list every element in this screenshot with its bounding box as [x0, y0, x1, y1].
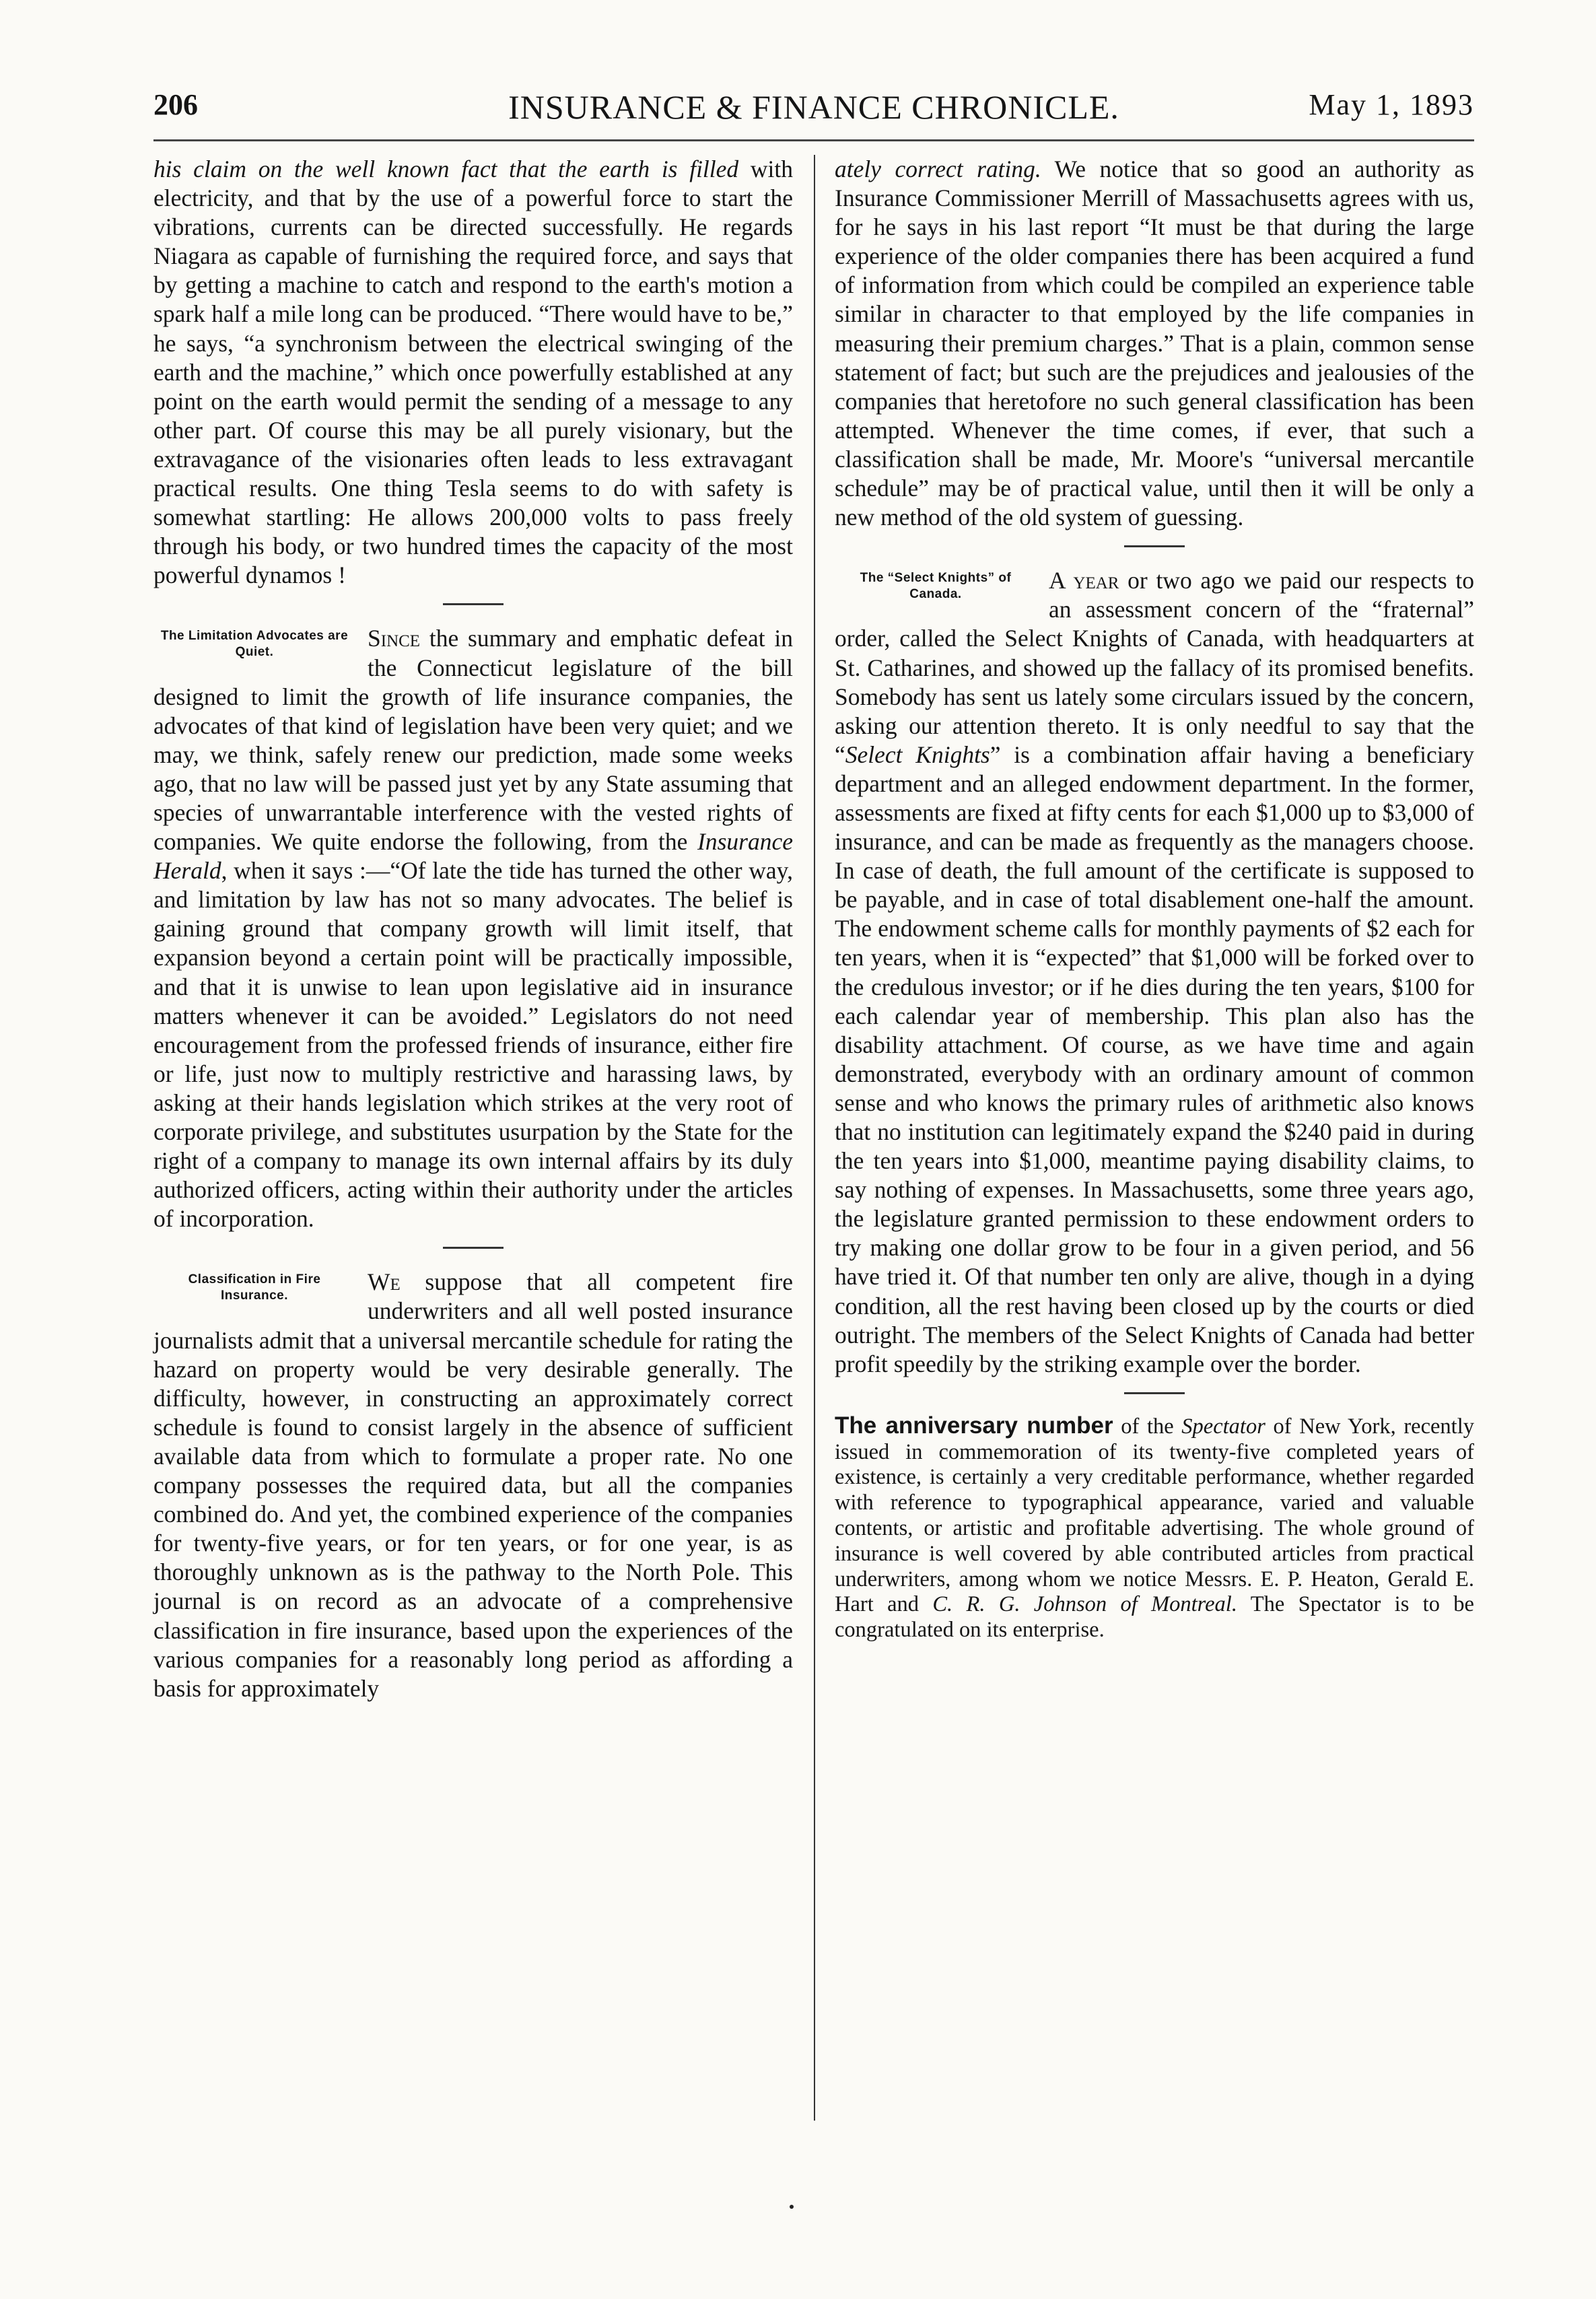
spectator-title: Spectator [1181, 1414, 1265, 1439]
knights-lead-word: A year [1049, 567, 1119, 594]
printer-mark [790, 2205, 794, 2209]
limitation-article [153, 624, 793, 1233]
anniversary-lead: The anniversary number [835, 1412, 1113, 1439]
publication-title: INSURANCE & FINANCE CHRONICLE. [508, 88, 1119, 126]
tesla-text: with electricity, and that by the use of a powerful force to start the vibrations, currents can be directed successfully. He regards Niagara as capable of furnishing the required force, and says that by getting a machine to catch and respond to the earth's motion a spark half a mile long can be produced. “There would have to be,” he says, “a synchronism between the electrical swinging of the earth and the machine,” which once powerfully established at any point on the earth would permit the sending of a message to any other part. Of course this may be all purely visionary, but the extravagance of the visionaries often leads to less extravagant practical results. One thing Tesla seems to do with safety is somewhat startling: He allows 200,000 volts to pass freely through his body, or two hundred times the capacity of the most powerful dynamos ! [153, 156, 794, 589]
knights-side-heading: The “Select Knights” of Canada. [860, 571, 1012, 602]
column-divider [814, 155, 815, 2121]
left-column [153, 155, 793, 1703]
knights-text-part1: or two ago we paid our respects to an assessment concern of the “fraternal” order, called the Select Knights of Canada, with headquarters at St. Catharines, and showed up the fallacy of its promised benefits. Somebody has sent us lately some circulars issued by the concern, asking our attention thereto. It is only needful to say that the “ [835, 567, 1474, 768]
limitation-text-part2: , when it says :—“Of late the tide has turned the other way, and limitation by law has not so many advocates. The belief is gaining ground that company growth will limit itself, that expansion beyond a certain point will be practically impossible, and that it is unwise to lean upon legislative aid in insurance matters whenever it can be avoided.” Legislators do not need encouragement from the professed friends of insurance, either fire or life, just now to multiply restrictive and harassing laws, by asking at their hands legislation which strikes at the very root of corporate privilege, and substitutes usurpation by the State for the right of a company to manage its own internal affairs by its duly authorized officers, acting within their authority under the articles of incorporation. [153, 857, 793, 1233]
knights-text-part2: ” is a combination affair having a beneficiary department and an alleged endowment department. In the former, assessments are fixed at fifty cents for each $1,000 up to $3,000 of insurance, and can be made as frequently as the managers choose. In case of death, the full amount of the certificate is supposed to be payable, and in case of total disablement one-half the amount. The endowment scheme calls for monthly payments of $2 each for ten years, when it is “expected” that $1,000 will be forked over to the credulous investor; or if he dies during the ten years, $100 for each calendar year of membership. This plan also has the disability attachment. Of course, as we have time and again demonstrated, everybody with an ordinary amount of common sense and who knows the primary rules of arithmetic also knows that no institution can legitimately expand the $240 paid in during the ten years into $1,000, meantime paying disability claims, to say nothing of expenses. In Massachusetts, some three years ago, the legislature granted permission to these endowment orders to try making one dollar grow to be four in a given period, and 56 have tried it. Of that number ten only are alive, though in a dying condition, all the rest having been closed up by the courts or died outright. The members of the Select Knights of Canada had better profit speedily by the striking example over the border. [835, 741, 1474, 1377]
tesla-paragraph [153, 155, 793, 590]
right-column [835, 155, 1474, 1643]
anniversary-text-part2: of New York, recently issued in commemoration of its twenty-five completed years of existence, is certainly a very creditable performance, whether regarded with reference to typographical appearance, varied and valuable contents, or artistic and profitable advertising. The whole ground of insurance is well covered by able contributed articles from practical underwriters, among whom we notice Messrs. E. P. Heaton, Gerald E. Hart and [835, 1414, 1474, 1617]
section-separator [1124, 545, 1185, 547]
limitation-text-part1: the summary and emphatic defeat in the Connecticut legislature of the bill designed to limit the growth of life insurance companies, the advocates of that kind of legislation have been very quiet; and we may, we think, safely renew our prediction, made some weeks ago, that no law will be passed just yet by any State assuming that species of unwarrantable interference with the vested rights of companies. We quite endorse the following, from the [153, 625, 793, 856]
anniversary-text-part1: of the [1113, 1414, 1182, 1439]
knights-italic-name: Select Knights [845, 741, 990, 768]
section-separator [443, 1247, 504, 1249]
limitation-side-heading: The Limitation Advocates are Quiet. [160, 629, 349, 660]
continued-italic-opening: ately correct rating. [835, 156, 1041, 182]
classification-article [153, 1268, 793, 1703]
classification-lead-word: We [368, 1268, 401, 1296]
classification-side-heading: Classification in Fire Insurance. [188, 1272, 321, 1303]
classification-continued [835, 155, 1474, 532]
limitation-source-title: Insurance Herald [153, 828, 793, 885]
select-knights-article [835, 566, 1474, 1379]
anniversary-italic-name: C. R. G. Johnson of Montreal. [932, 1592, 1237, 1617]
running-header [153, 88, 1474, 135]
section-separator [443, 603, 504, 605]
page-number: 206 [153, 88, 198, 121]
limitation-lead-word: Since [368, 625, 421, 652]
anniversary-text-part3: The Spectator is to be congratulated on its enterprise. [835, 1592, 1474, 1643]
tesla-italic-opening: his claim on the well known fact that the earth is filled [153, 156, 739, 182]
section-separator [1124, 1392, 1185, 1394]
header-rule [153, 139, 1474, 141]
issue-date: May 1, 1893 [1309, 88, 1474, 121]
anniversary-article [835, 1413, 1474, 1643]
classification-text: suppose that all competent fire underwriters and all well posted insurance journalists admit that a universal mercantile schedule for rating the hazard on property would be very desirable generally. The difficulty, however, in constructing an approximately correct schedule is found to consist largely in the absence of sufficient available data from which to formulate a proper rate. No one company possesses the required data, but all the companies combined do. And yet, the combined experience of the companies for twenty-five years, or for ten years, or for one year, is as thoroughly unknown as is the pathway to the North Pole. This journal is on record as an advocate of a comprehensive classification in fire insurance, based upon the experiences of the various companies for a reasonably long period as affording a basis for approximately [153, 1268, 793, 1702]
continued-text: We notice that so good an authority as Insurance Commissioner Merrill of Massachusetts agrees with us, for he says in his last report “It must be that during the large experience of the older companies there has been acquired a fund of information from which could be compiled an experience table similar in character to that employed by the life companies in measuring their premium charges.” That is a plain, common sense statement of fact; but such are the prejudices and jealousies of the companies that heretofore no such general classification has been attempted. Whenever the time comes, if ever, that such a classification shall be made, Mr. Moore's “universal mercantile schedule” may be of practical value, until then it will be only a new method of the old system of guessing. [835, 156, 1475, 531]
